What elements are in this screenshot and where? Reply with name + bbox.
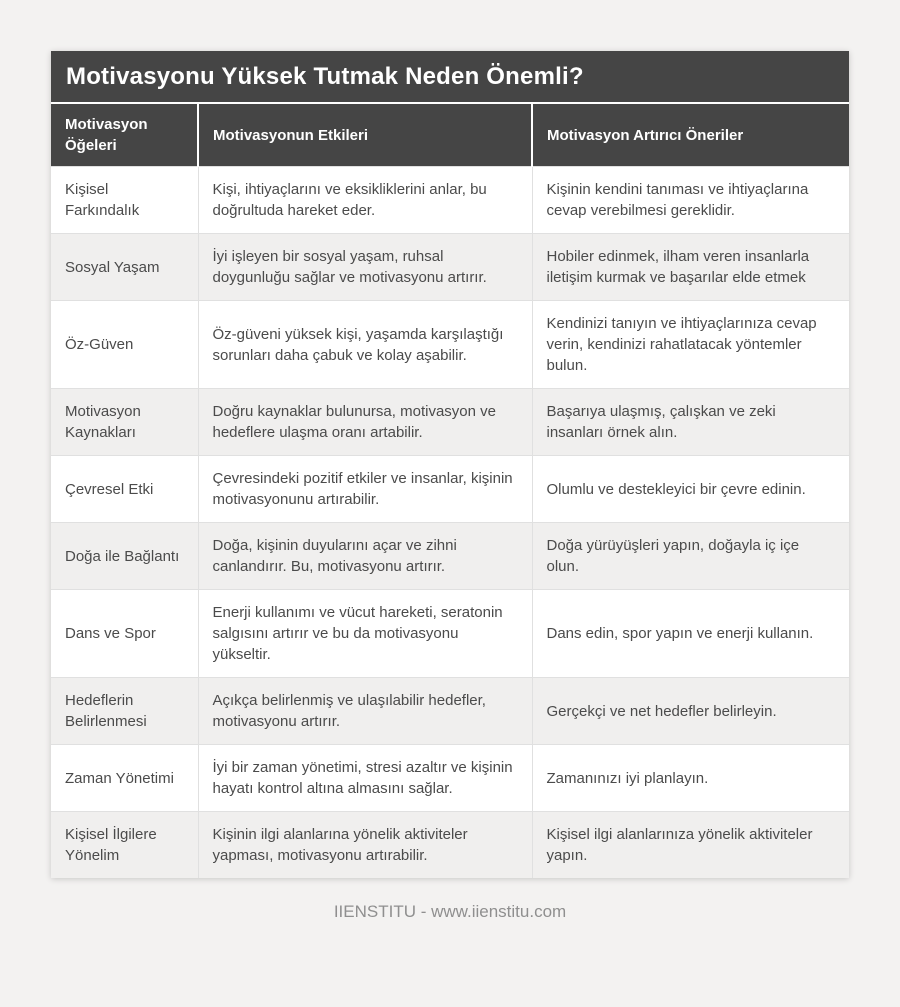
item-cell: Dans ve Spor [51, 590, 198, 678]
table-row [51, 167, 849, 234]
suggestion-cell: Zamanınızı iyi planlayın. [532, 745, 849, 812]
suggestion-cell: Olumlu ve destekleyici bir çevre edinin. [532, 456, 849, 523]
suggestion-cell: Dans edin, spor yapın ve enerji kullanın. [532, 590, 849, 678]
table-header [51, 104, 849, 167]
suggestion-cell: Hobiler edinmek, ilham veren insanlarla iletişim kurmak ve başarılar elde etmek [532, 234, 849, 301]
item-cell: Öz-Güven [51, 301, 198, 389]
page-title: Motivasyonu Yüksek Tutmak Neden Önemli? [51, 51, 849, 104]
effect-cell: Öz-güveni yüksek kişi, yaşamda karşılaştığı sorunları daha çabuk ve kolay aşabilir. [198, 301, 532, 389]
suggestion-cell: Kişisel ilgi alanlarınıza yönelik aktiviteler yapın. [532, 812, 849, 879]
effect-cell: Kişinin ilgi alanlarına yönelik aktiviteler yapması, motivasyonu artırabilir. [198, 812, 532, 879]
column-header-effects: Motivasyonun Etkileri [198, 104, 532, 167]
effect-cell: Açıkça belirlenmiş ve ulaşılabilir hedefler, motivasyonu artırır. [198, 678, 532, 745]
column-header-suggestions: Motivasyon Artırıcı Öneriler [532, 104, 849, 167]
item-cell: Doğa ile Bağlantı [51, 523, 198, 590]
table-row [51, 745, 849, 812]
table-body [51, 167, 849, 879]
item-cell: Sosyal Yaşam [51, 234, 198, 301]
table-row [51, 234, 849, 301]
item-cell: Zaman Yönetimi [51, 745, 198, 812]
effect-cell: İyi işleyen bir sosyal yaşam, ruhsal doygunluğu sağlar ve motivasyonu artırır. [198, 234, 532, 301]
suggestion-cell: Başarıya ulaşmış, çalışkan ve zeki insanları örnek alın. [532, 389, 849, 456]
motivation-table-card [51, 51, 849, 878]
suggestion-cell: Doğa yürüyüşleri yapın, doğayla iç içe olun. [532, 523, 849, 590]
table-row [51, 301, 849, 389]
item-cell: Hedeflerin Belirlenmesi [51, 678, 198, 745]
effect-cell: Kişi, ihtiyaçlarını ve eksikliklerini anlar, bu doğrultuda hareket eder. [198, 167, 532, 234]
table-row [51, 812, 849, 879]
effect-cell: Doğa, kişinin duyularını açar ve zihni canlandırır. Bu, motivasyonu artırır. [198, 523, 532, 590]
table-row [51, 523, 849, 590]
effect-cell: Çevresindeki pozitif etkiler ve insanlar, kişinin motivasyonunu artırabilir. [198, 456, 532, 523]
table-row [51, 389, 849, 456]
table-row [51, 456, 849, 523]
effect-cell: Doğru kaynaklar bulunursa, motivasyon ve hedeflere ulaşma oranı artabilir. [198, 389, 532, 456]
item-cell: Kişisel Farkındalık [51, 167, 198, 234]
column-header-items: Motivasyon Öğeleri [51, 104, 198, 167]
item-cell: Motivasyon Kaynakları [51, 389, 198, 456]
item-cell: Kişisel İlgilere Yönelim [51, 812, 198, 879]
suggestion-cell: Kendinizi tanıyın ve ihtiyaçlarınıza cevap verin, kendinizi rahatlatacak yöntemler bulun. [532, 301, 849, 389]
table-row [51, 678, 849, 745]
motivation-table [51, 104, 849, 878]
item-cell: Çevresel Etki [51, 456, 198, 523]
suggestion-cell: Kişinin kendini tanıması ve ihtiyaçlarına cevap verebilmesi gereklidir. [532, 167, 849, 234]
effect-cell: Enerji kullanımı ve vücut hareketi, seratonin salgısını artırır ve bu da motivasyonu yükseltir. [198, 590, 532, 678]
effect-cell: İyi bir zaman yönetimi, stresi azaltır ve kişinin hayatı kontrol altına almasını sağlar. [198, 745, 532, 812]
table-row [51, 590, 849, 678]
suggestion-cell: Gerçekçi ve net hedefler belirleyin. [532, 678, 849, 745]
footer-branding: IIENSTITU - www.iienstitu.com [333, 902, 567, 921]
